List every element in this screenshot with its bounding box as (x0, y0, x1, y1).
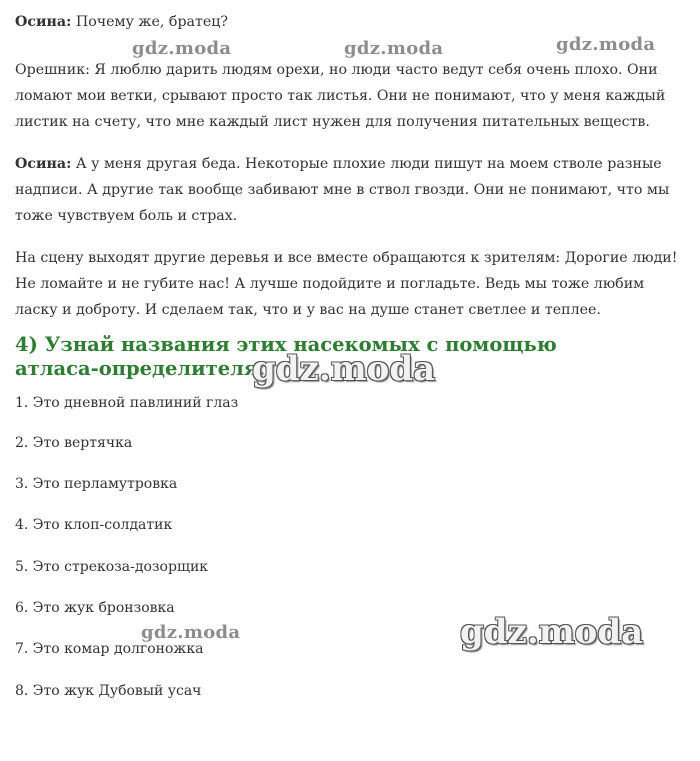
watermark: gdz.moda (556, 34, 656, 55)
answer-item-1: 1. Это дневной павлиний глаз (15, 395, 239, 411)
speaker-label: Осина: (15, 14, 72, 30)
line-aspen-2 (15, 151, 685, 229)
line-text: Орешник: Я люблю дарить людям орехи, но люди часто ведут себя очень плохо. Они ломают мои ветки, срывают просто так листья. Они не понимают, что у меня каждый листик на счету, что мне каждый лист нужен для получения питательных веществ. (15, 62, 666, 130)
section-heading: 4) Узнай названия этих насекомых с помощью атласа-определителя. (15, 333, 557, 380)
answer-item-2: 2. Это вертячка (15, 435, 133, 451)
watermark: gdz.moda (344, 38, 444, 59)
line-aspen-1 (15, 9, 685, 35)
watermark: gdz.moda (141, 622, 241, 643)
watermark: gdz.moda (252, 349, 436, 389)
dialogue-text (15, 9, 685, 323)
speaker-label: Осина: (15, 156, 72, 172)
line-text: На сцену выходят другие деревья и все вместе обращаются к зрителям: Дорогие люди! Не ломайте и не губите нас! А лучше подойдите и погладьте. Ведь мы тоже любим ласку и доброту. И сделаем так, что и у вас на душе станет светлее и теплее. (15, 250, 678, 318)
answer-item-5: 5. Это стрекоза-дозорщик (15, 559, 209, 575)
line-hazel (15, 57, 685, 135)
answer-item-3: 3. Это перламутровка (15, 476, 178, 492)
line-text: Почему же, братец? (71, 14, 228, 30)
watermark: gdz.moda (460, 612, 644, 652)
line-text: А у меня другая беда. Некоторые плохие люди пишут на моем стволе разные надписи. А другие так вообще забивают мне в ствол гвозди. Они не понимают, что мы тоже чувствуем боль и страх. (15, 156, 670, 224)
line-stage-direction (15, 245, 685, 323)
answer-item-7: 7. Это комар долгоножка (15, 641, 204, 657)
answer-item-6: 6. Это жук бронзовка (15, 600, 175, 616)
watermark: gdz.moda (132, 38, 232, 59)
answer-item-4: 4. Это клоп-солдатик (15, 517, 173, 533)
answer-item-8: 8. Это жук Дубовый усач (15, 683, 202, 699)
